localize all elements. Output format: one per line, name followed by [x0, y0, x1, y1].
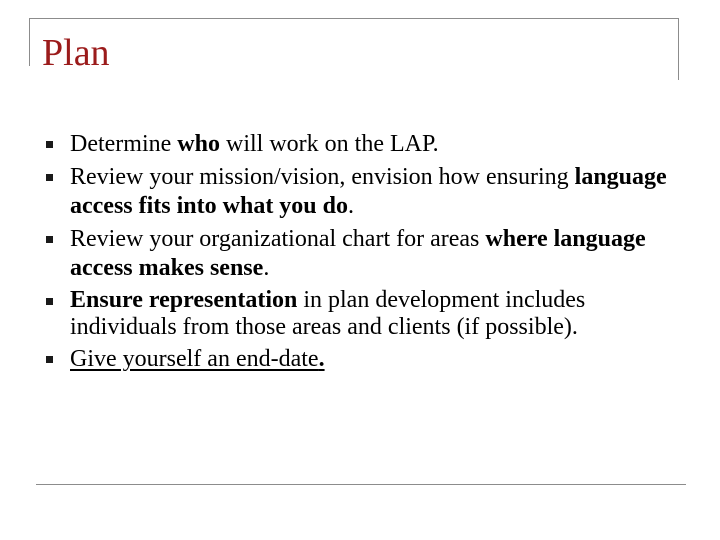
bullet-item: [42, 225, 682, 283]
bottom-rule: [36, 484, 686, 485]
square-bullet-icon: [46, 298, 53, 305]
bullet-text-segment: .: [348, 193, 355, 219]
bullet-item: [42, 130, 682, 159]
bullet-text-segment: Review your organizational chart for areas: [70, 226, 486, 252]
bullet-text-segment: in plan development includes individuals from those areas and clients (if possible).: [70, 287, 586, 340]
bullet-text-segment: will work on the LAP.: [219, 131, 439, 157]
square-bullet-icon: [46, 356, 53, 363]
bullet-list: [42, 130, 682, 378]
bullet-text-underlined-bold: .: [318, 346, 325, 372]
frame-right-rule: [678, 18, 679, 80]
bullet-text-bold: language access fits into what you do: [70, 164, 667, 219]
bullet-text-underlined: Give yourself an end-date: [70, 346, 319, 372]
square-bullet-icon: [46, 141, 53, 148]
bullet-text-bold: where language access makes sense: [70, 226, 646, 281]
bullet-text-segment: .: [263, 255, 270, 281]
bullet-item: [42, 287, 682, 341]
frame-left-rule: [29, 18, 30, 66]
bullet-text-bold: who: [177, 131, 220, 157]
bullet-text-segment: Determine: [70, 131, 178, 157]
bullet-text-bold: Ensure representation: [70, 287, 298, 313]
slide-title: Plan: [42, 32, 110, 74]
bullet-item: [42, 345, 682, 374]
square-bullet-icon: [46, 174, 53, 181]
frame-top-rule: [29, 18, 679, 19]
square-bullet-icon: [46, 236, 53, 243]
bullet-text-segment: Review your mission/vision, envision how ensuring: [70, 164, 575, 190]
bullet-item: [42, 163, 682, 221]
